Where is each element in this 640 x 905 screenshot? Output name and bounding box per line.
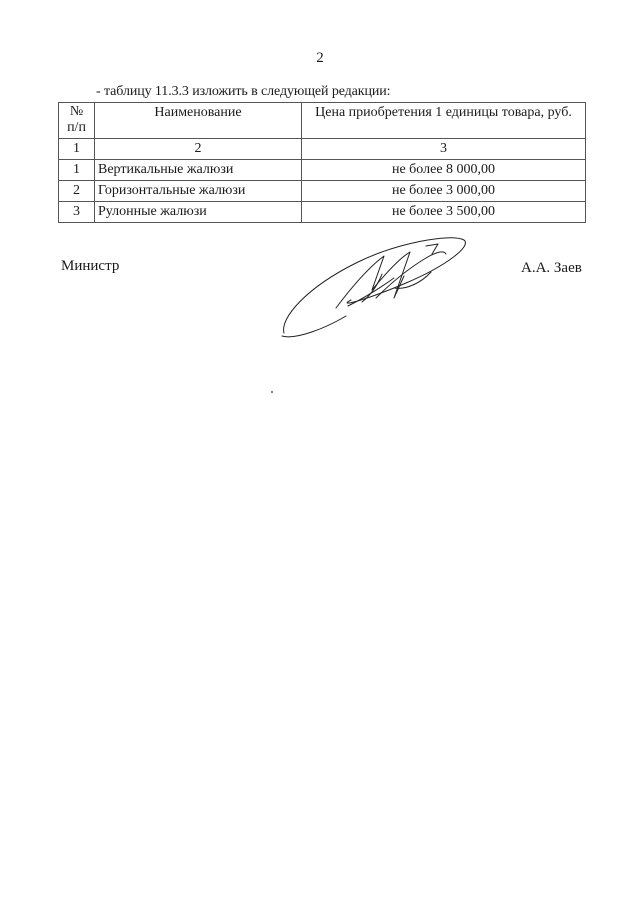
scan-speck (271, 391, 273, 393)
header-name: Наименование (95, 103, 302, 139)
intro-text: - таблицу 11.3.3 изложить в следующей редакции: (96, 84, 391, 99)
column-index-2: 2 (95, 139, 302, 160)
table-row (59, 160, 586, 181)
row-price: не более 8 000,00 (302, 160, 586, 181)
handwritten-signature (276, 228, 476, 343)
table-row (59, 181, 586, 202)
signer-name: А.А. Заев (521, 260, 582, 276)
row-price: не более 3 500,00 (302, 202, 586, 223)
header-number-line2: п/п (67, 120, 86, 135)
row-number: 2 (59, 181, 95, 202)
column-index-1: 1 (59, 139, 95, 160)
row-name: Вертикальные жалюзи (95, 160, 302, 181)
signer-title: Министр (61, 258, 120, 274)
header-number (59, 103, 95, 139)
row-number: 1 (59, 160, 95, 181)
column-index-3: 3 (302, 139, 586, 160)
column-index-row (59, 139, 586, 160)
table-header-row (59, 103, 586, 139)
row-number: 3 (59, 202, 95, 223)
page-number: 2 (316, 50, 324, 66)
price-table (58, 102, 586, 223)
header-number-line1: № (69, 104, 84, 119)
table-row (59, 202, 586, 223)
row-name: Рулонные жалюзи (95, 202, 302, 223)
row-price: не более 3 000,00 (302, 181, 586, 202)
header-price: Цена приобретения 1 единицы товара, руб. (302, 103, 586, 139)
row-name: Горизонтальные жалюзи (95, 181, 302, 202)
